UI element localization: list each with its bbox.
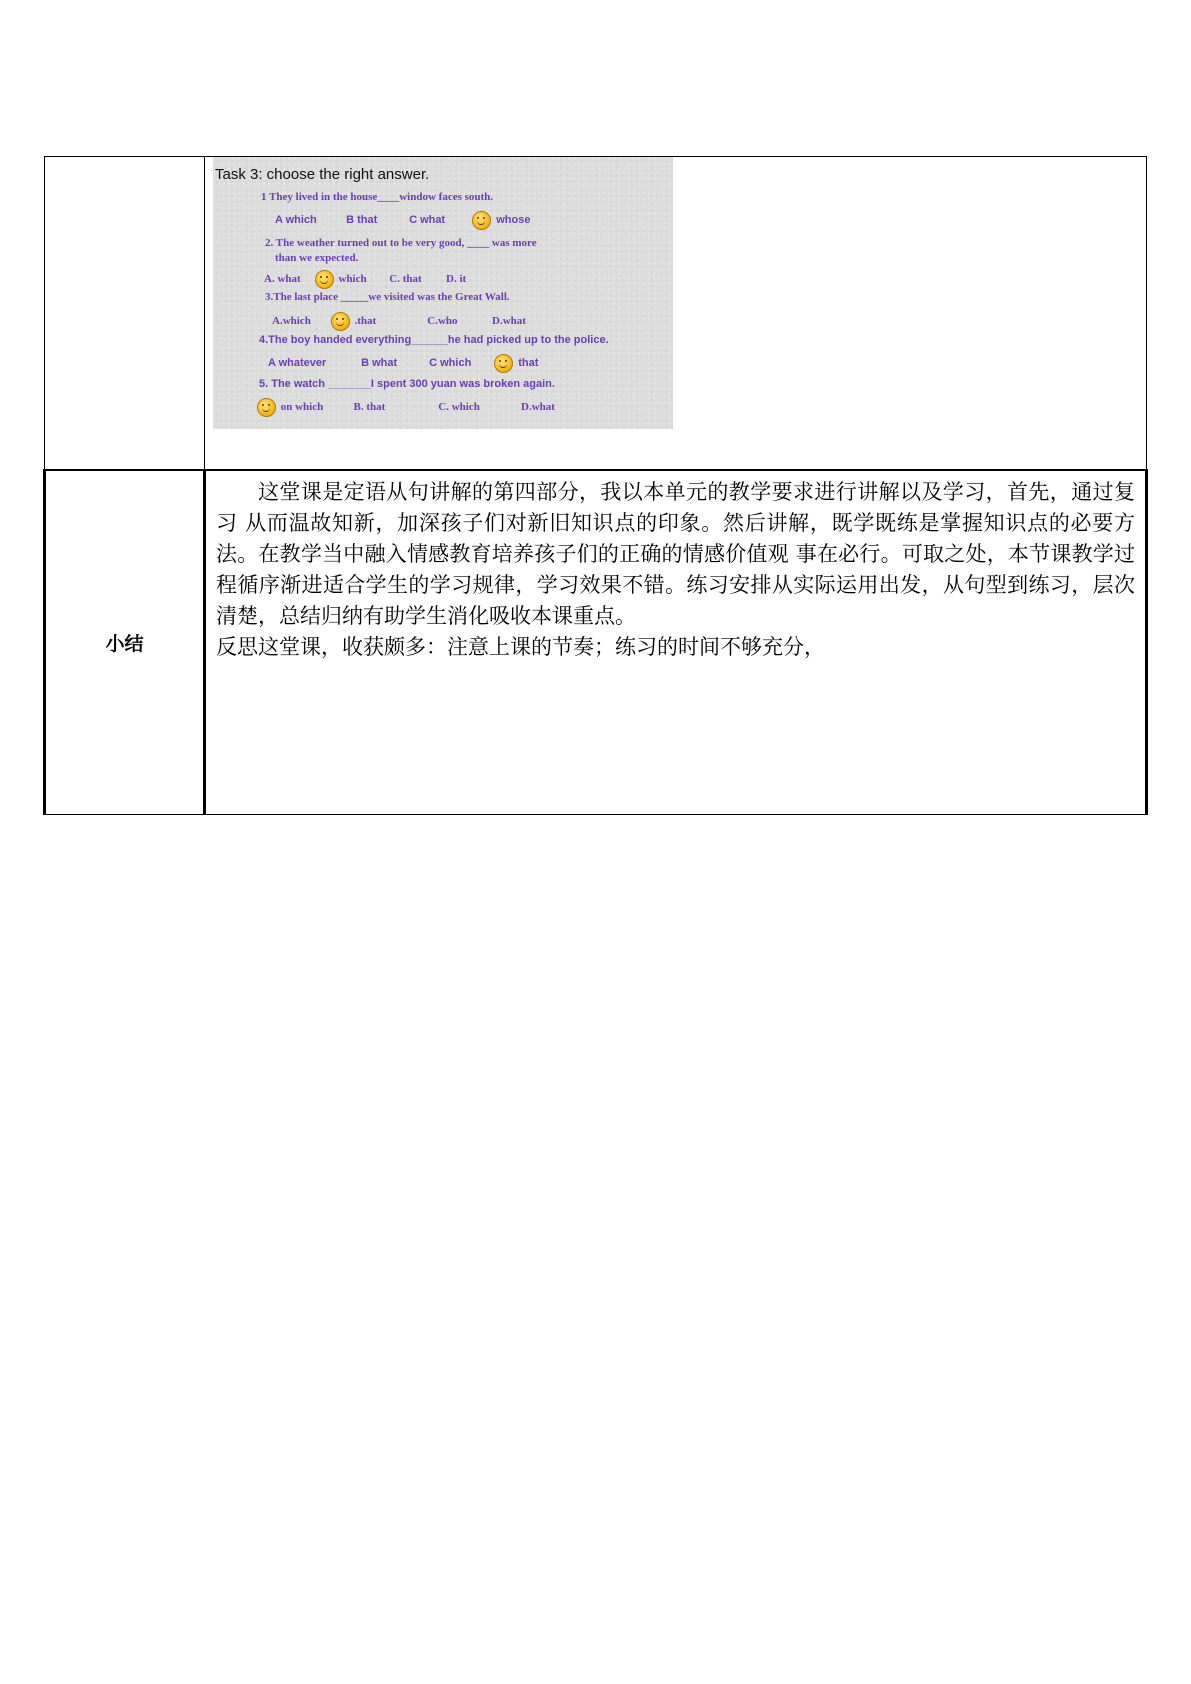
question-3-options [272,312,526,331]
lesson-table [43,156,1148,815]
question-4-options [268,354,538,373]
summary-paragraph-1: 这堂课是定语从句讲解的第四部分，我以本单元的教学要求进行讲解以及学习，首先，通过复习 从而温故知新，加深孩子们对新旧知识点的印象。然后讲解，既学既练是掌握知识点的必要方法。在教学当中融入情感教育培养孩子们的正确的情感价值观 事在必行。可取之处，本节课教学过程循序渐进适合学生的学习规律，学习效果不错。练习安排从实际运用出发，从句型到练习，层次清楚，总结归纳有助学生消化吸收本课重点。 [216,480,1135,628]
question-5-stem: 5. The watch _______I spent 300 yuan was broken again. [259,378,555,390]
q3-option-a: A.which [272,315,311,328]
summary-text [206,471,1145,663]
q4-option-b: B what [361,357,398,370]
question-4-stem: 4.The boy handed everything______he had picked up to the police. [259,334,609,346]
task-row-label-cell [45,157,205,471]
q2-option-d: D. it [446,273,467,286]
summary-label: 小结 [45,470,205,815]
smiley-face-icon [472,211,491,230]
q4-option-c: C which [429,357,472,370]
q1-option-b: B that [346,214,378,227]
q3-option-d: D.what [492,315,526,328]
question-3-stem: 3.The last place _____we visited was the Great Wall. [265,291,510,303]
q2-option-c: C. that [389,273,422,286]
q4-option-a: A whatever [268,357,327,370]
q3-option-b: .that [354,315,377,328]
q3-option-c: C.who [427,315,458,328]
q2-option-a: A. what [264,273,301,286]
question-5-options [257,398,555,417]
smiley-face-icon [315,270,334,289]
question-1-stem: 1 They lived in the house____window faces south. [261,191,494,203]
q5-option-a: on which [280,401,324,414]
task-row-content-cell [205,157,1147,471]
summary-row [45,470,1147,815]
q4-option-d: that [518,357,539,370]
smiley-face-icon [494,354,513,373]
question-1-options [275,211,530,230]
task3-slide-image [213,157,673,429]
smiley-face-icon [331,312,350,331]
q2-option-b: which [338,273,367,286]
task-row [45,157,1147,471]
summary-paragraph-2: 反思这堂课，收获颇多：注意上课的节奏；练习的时间不够充分， [216,635,825,659]
q1-option-d: whose [496,214,531,227]
q1-option-a: A which [275,214,317,227]
q1-option-c: C what [409,214,446,227]
smiley-face-icon [257,398,276,417]
q5-option-d: D.what [521,401,555,414]
summary-content-cell [205,470,1147,815]
q5-option-b: B. that [353,401,386,414]
question-2-stem: 2. The weather turned out to be very good, ____ was more [265,237,537,249]
question-2-stem-cont: than we expected. [275,252,359,264]
slide-title: Task 3: choose the right answer. [215,166,430,183]
question-2-options [264,270,466,289]
q5-option-c: C. which [438,401,480,414]
